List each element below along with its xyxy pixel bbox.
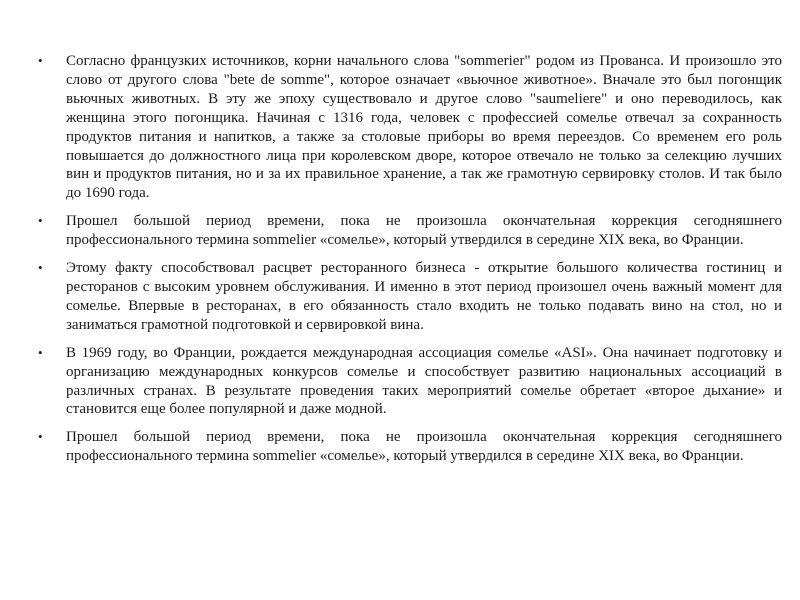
paragraph-text: Этому факту способствовал расцвет ресторанного бизнеса - открытие большого количества гостиниц и ресторанов с высоким уровнем обслуживания. И именно в этот период произошел очень важный момент для сомелье. Впервые в ресторанах, в его обязанность стало входить не только подавать вино на стол, но и заниматься грамотной подготовкой и сервировкой вина. — [66, 260, 782, 333]
paragraph-text: В 1969 году, во Франции, рождается международная ассоциация сомелье «ASI». Она начинает подготовку и организацию международных конкурсов сомелье и способствует развитию национальных ассоциаций в различных странах. В результате проведения таких мероприятий сомелье обретает «второе дыхание» и становится еще более популярной и даже модной. — [66, 344, 782, 418]
bullet-item-origin — [38, 52, 782, 203]
paragraph-text: Согласно французких источников, корни начального слова "sommerier" родом из Прованса. И произошло это слово от другого слова "bete de somme", которое означает «вьючное животное». Вначале это был погонщик вьючных животных. В эту же эпоху существовало и другое слово "saumeliere" и оно переводилось, как женщина этого погонщика. Начиная с 1316 года, человек с профессией сомелье отвечал за сохранность продуктов питания и напитков, а также за столовые приборы во время переездов. Со временем его роль повышается до должностного лица при королевском дворе, которое отвечало не только за селекцию лучших вин и продуктов питания, но и за их правильное хранение, а так же грамотную сервировку столов. И так было до 1690 года. — [66, 53, 782, 202]
bullet-icon: • — [38, 53, 43, 68]
bullet-list — [38, 52, 782, 475]
paragraph-text: Прошел большой период времени, пока не произошла окончательная коррекция сегодняшнего профессионального термина sommelier «сомелье», который утвердился в середине XIX века, во Франции. — [66, 213, 782, 249]
bullet-icon: • — [38, 344, 43, 360]
bullet-icon: • — [38, 429, 43, 445]
bullet-icon: • — [38, 213, 43, 229]
bullet-item-term-correction — [38, 212, 782, 250]
bullet-icon: • — [38, 260, 43, 276]
paragraph-text: Прошел большой период времени, пока не произошла окончательная коррекция сегодняшнего профессионального термина sommelier «сомелье», который утвердился в середине XIX века, во Франции. — [66, 429, 782, 465]
bullet-item-restaurant-business — [38, 259, 782, 335]
bullet-item-term-correction-repeat — [38, 428, 782, 466]
bullet-item-asi-1969 — [38, 344, 782, 420]
